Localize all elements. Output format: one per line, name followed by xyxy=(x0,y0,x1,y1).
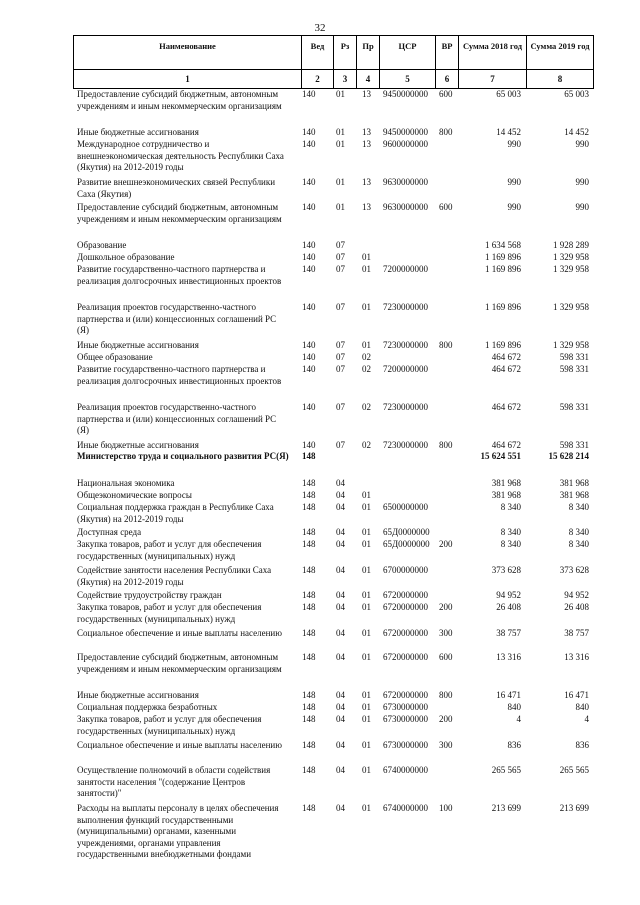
row-csr: 6740000000 xyxy=(383,803,428,813)
header-name: Наименование xyxy=(159,41,216,51)
row-ved: 140 xyxy=(302,402,316,412)
row-pr: 01 xyxy=(362,252,371,262)
row-ved: 148 xyxy=(302,765,316,775)
row-sum-2018: 16 471 xyxy=(496,690,521,700)
row-sum-2019: 213 699 xyxy=(559,803,589,813)
row-sum-2018: 464 672 xyxy=(491,352,521,362)
row-ved: 140 xyxy=(302,440,316,450)
row-ved: 148 xyxy=(302,590,316,600)
header-num-6: 6 xyxy=(444,74,450,84)
row-sum-2019: 990 xyxy=(575,177,589,187)
row-name: Министерство труда и социального развития РС(Я) xyxy=(77,451,289,461)
row-pr: 01 xyxy=(362,502,371,512)
header-name-cell xyxy=(73,36,301,88)
row-name: Общее образование xyxy=(77,352,153,362)
row-csr: 6730000000 xyxy=(383,740,428,750)
row-name: Закупка товаров, работ и услуг для обеспечения государственных (муниципальных) нужд xyxy=(77,539,262,561)
row-csr: 7230000000 xyxy=(383,440,428,450)
row-sum-2018: 8 340 xyxy=(500,502,521,512)
row-csr: 65Д0000000 xyxy=(383,539,430,549)
row-pr: 01 xyxy=(362,302,371,312)
row-ved: 140 xyxy=(302,127,316,137)
header-csr-cell xyxy=(379,36,435,88)
row-sum-2018: 990 xyxy=(507,177,521,187)
header-num-2: 2 xyxy=(315,74,320,84)
row-sum-2019: 598 331 xyxy=(559,364,589,374)
row-name: Развитие государственно-частного партнерства и реализация долгосрочных инвестиционных проектов xyxy=(77,264,282,286)
row-vr: 800 xyxy=(439,690,453,700)
row-sum-2018: 213 699 xyxy=(491,803,521,813)
row-rz: 04 xyxy=(336,765,345,775)
row-name: Развитие внешнеэкономических связей Республики Саха (Якутия) xyxy=(77,177,276,199)
row-ved: 148 xyxy=(302,478,316,488)
row-rz: 01 xyxy=(336,177,345,187)
row-pr: 01 xyxy=(362,590,371,600)
row-sum-2019: 381 968 xyxy=(559,490,589,500)
row-name: Иные бюджетные ассигнования xyxy=(77,690,199,700)
row-rz: 04 xyxy=(336,478,345,488)
header-vr-cell xyxy=(435,36,458,88)
row-sum-2018: 990 xyxy=(507,139,521,149)
header-divider xyxy=(73,69,594,70)
row-ved: 140 xyxy=(302,264,316,274)
row-sum-2019: 13 316 xyxy=(564,652,589,662)
row-rz: 04 xyxy=(336,602,345,612)
row-name: Социальное обеспечение и иные выплаты населению xyxy=(77,628,282,638)
row-name: Предоставление субсидий бюджетным, автономным учреждениям и иным некоммерческим организациям xyxy=(77,202,282,224)
row-name: Международное сотрудничество и внешнеэкономическая деятельность Республики Саха (Якутия) на 2012-2019 годы xyxy=(77,139,284,172)
row-sum-2019: 990 xyxy=(575,202,589,212)
row-pr: 01 xyxy=(362,803,371,813)
header-num-3: 3 xyxy=(342,74,348,84)
row-vr: 600 xyxy=(439,202,453,212)
row-csr: 6720000000 xyxy=(383,690,428,700)
row-name: Осуществление полномочий в области содействия занятости населения "(содержание Центров занятости)" xyxy=(77,765,271,798)
row-sum-2019: 373 628 xyxy=(559,565,589,575)
row-sum-2018: 38 757 xyxy=(496,628,521,638)
row-pr: 02 xyxy=(362,352,371,362)
row-sum-2019: 65 003 xyxy=(564,89,589,99)
row-sum-2019: 598 331 xyxy=(559,352,589,362)
row-name: Закупка товаров, работ и услуг для обеспечения государственных (муниципальных) нужд xyxy=(77,714,262,736)
row-ved: 148 xyxy=(302,602,316,612)
row-rz: 04 xyxy=(336,527,345,537)
row-rz: 07 xyxy=(336,302,345,312)
row-name: Образование xyxy=(77,240,127,250)
row-csr: 9630000000 xyxy=(383,202,428,212)
row-sum-2019: 8 340 xyxy=(568,502,589,512)
row-sum-2018: 1 169 896 xyxy=(485,252,521,262)
row-sum-2018: 4 xyxy=(516,714,521,724)
row-ved: 140 xyxy=(302,202,316,212)
row-ved: 140 xyxy=(302,340,316,350)
row-sum-2019: 94 952 xyxy=(564,590,589,600)
row-csr: 7230000000 xyxy=(383,302,428,312)
row-csr: 6720000000 xyxy=(383,602,428,612)
row-sum-2018: 94 952 xyxy=(496,590,521,600)
row-pr: 02 xyxy=(362,364,371,374)
row-vr: 600 xyxy=(439,89,453,99)
row-rz: 04 xyxy=(336,590,345,600)
row-name: Предоставление субсидий бюджетным, автономным учреждениям и иным некоммерческим организациям xyxy=(77,652,282,674)
row-vr: 100 xyxy=(439,803,453,813)
row-sum-2018: 15 624 551 xyxy=(480,451,521,461)
row-ved: 148 xyxy=(302,502,316,512)
row-ved: 148 xyxy=(302,803,316,813)
row-sum-2018: 1 169 896 xyxy=(485,340,521,350)
row-name: Содействие трудоустройству граждан xyxy=(77,590,222,600)
row-csr: 6730000000 xyxy=(383,714,428,724)
row-sum-2018: 65 003 xyxy=(496,89,521,99)
row-ved: 148 xyxy=(302,690,316,700)
header-sum2018-cell xyxy=(458,36,526,88)
header-num-7: 7 xyxy=(490,74,495,84)
header-ved: Вед xyxy=(310,41,325,51)
row-vr: 300 xyxy=(439,628,453,638)
row-sum-2018: 381 968 xyxy=(491,490,521,500)
header-num-1: 1 xyxy=(185,74,190,84)
row-vr: 800 xyxy=(439,127,453,137)
row-sum-2018: 464 672 xyxy=(491,364,521,374)
row-name: Общеэкономические вопросы xyxy=(77,490,192,500)
row-csr: 9450000000 xyxy=(383,89,428,99)
row-ved: 148 xyxy=(302,565,316,575)
row-csr: 7200000000 xyxy=(383,364,428,374)
row-sum-2019: 265 565 xyxy=(559,765,589,775)
row-rz: 04 xyxy=(336,803,345,813)
row-sum-2018: 990 xyxy=(507,202,521,212)
row-ved: 148 xyxy=(302,714,316,724)
row-rz: 07 xyxy=(336,364,345,374)
row-csr: 6740000000 xyxy=(383,765,428,775)
row-ved: 140 xyxy=(302,364,316,374)
row-sum-2019: 598 331 xyxy=(559,402,589,412)
row-sum-2019: 598 331 xyxy=(559,440,589,450)
row-sum-2019: 16 471 xyxy=(564,690,589,700)
row-sum-2019: 1 329 958 xyxy=(553,252,589,262)
row-rz: 04 xyxy=(336,502,345,512)
header-vr: ВР xyxy=(441,41,453,51)
row-sum-2019: 4 xyxy=(584,714,589,724)
row-sum-2019: 8 340 xyxy=(568,527,589,537)
header-csr: ЦСР xyxy=(398,41,417,51)
header-sum2019: Сумма 2019 год xyxy=(530,41,590,51)
row-sum-2019: 1 928 289 xyxy=(553,240,589,250)
row-vr: 300 xyxy=(439,740,453,750)
row-vr: 800 xyxy=(439,440,453,450)
row-csr: 7230000000 xyxy=(383,340,428,350)
row-pr: 01 xyxy=(362,490,371,500)
row-csr: 7230000000 xyxy=(383,402,428,412)
row-sum-2019: 26 408 xyxy=(564,602,589,612)
row-pr: 01 xyxy=(362,702,371,712)
row-rz: 07 xyxy=(336,240,345,250)
row-name: Развитие государственно-частного партнерства и реализация долгосрочных инвестиционных проектов xyxy=(77,364,282,386)
row-rz: 04 xyxy=(336,740,345,750)
row-sum-2018: 464 672 xyxy=(491,402,521,412)
row-pr: 01 xyxy=(362,539,371,549)
row-csr: 9450000000 xyxy=(383,127,428,137)
row-name: Национальная экономика xyxy=(77,478,175,488)
row-csr: 6500000000 xyxy=(383,502,428,512)
row-ved: 148 xyxy=(302,740,316,750)
page-number: 32 xyxy=(314,22,326,34)
row-pr: 01 xyxy=(362,340,371,350)
header-ved-cell xyxy=(301,36,333,88)
row-vr: 600 xyxy=(439,652,453,662)
row-sum-2019: 8 340 xyxy=(568,539,589,549)
row-sum-2018: 840 xyxy=(507,702,521,712)
row-sum-2018: 464 672 xyxy=(491,440,521,450)
row-csr: 6720000000 xyxy=(383,628,428,638)
row-rz: 01 xyxy=(336,202,345,212)
row-rz: 07 xyxy=(336,340,345,350)
row-rz: 04 xyxy=(336,702,345,712)
row-sum-2018: 265 565 xyxy=(491,765,521,775)
row-rz: 04 xyxy=(336,652,345,662)
row-sum-2018: 13 316 xyxy=(496,652,521,662)
row-name: Расходы на выплаты персоналу в целях обеспечения выполнения функций государственными (муниципальными) органами, казенными учреждениями, органами управления государственными внебюджетными фондами xyxy=(77,803,279,859)
row-rz: 04 xyxy=(336,539,345,549)
row-vr: 200 xyxy=(439,602,453,612)
row-ved: 140 xyxy=(302,89,316,99)
row-csr: 9600000000 xyxy=(383,139,428,149)
row-name: Предоставление субсидий бюджетным, автономным учреждениям и иным некоммерческим организациям xyxy=(77,89,282,111)
row-sum-2018: 1 634 568 xyxy=(485,240,521,250)
row-pr: 01 xyxy=(362,527,371,537)
row-pr: 01 xyxy=(362,565,371,575)
row-pr: 01 xyxy=(362,740,371,750)
row-csr: 7200000000 xyxy=(383,264,428,274)
row-ved: 140 xyxy=(302,139,316,149)
row-ved: 148 xyxy=(302,527,316,537)
row-ved: 148 xyxy=(302,628,316,638)
header-sum2018: Сумма 2018 год xyxy=(462,41,523,51)
header-sum2019-cell xyxy=(526,36,594,88)
row-sum-2018: 1 169 896 xyxy=(485,302,521,312)
row-csr: 6730000000 xyxy=(383,702,428,712)
row-sum-2019: 1 329 958 xyxy=(553,340,589,350)
header-pr-cell xyxy=(356,36,379,88)
row-sum-2018: 8 340 xyxy=(500,527,521,537)
header-num-5: 5 xyxy=(405,74,410,84)
row-sum-2019: 840 xyxy=(575,702,589,712)
row-pr: 01 xyxy=(362,264,371,274)
row-sum-2018: 26 408 xyxy=(496,602,521,612)
row-sum-2019: 381 968 xyxy=(559,478,589,488)
row-name: Доступная среда xyxy=(77,527,142,537)
row-sum-2018: 1 169 896 xyxy=(485,264,521,274)
row-pr: 13 xyxy=(362,202,371,212)
row-sum-2019: 15 628 214 xyxy=(548,451,589,461)
row-rz: 01 xyxy=(336,89,345,99)
row-ved: 140 xyxy=(302,252,316,262)
row-pr: 01 xyxy=(362,690,371,700)
row-vr: 800 xyxy=(439,340,453,350)
row-name: Иные бюджетные ассигнования xyxy=(77,440,199,450)
row-rz: 07 xyxy=(336,352,345,362)
header-rz-cell xyxy=(333,36,356,88)
header-pr: Пр xyxy=(362,41,374,51)
header-rz: Рз xyxy=(340,41,350,51)
table-header xyxy=(73,35,594,89)
row-rz: 04 xyxy=(336,490,345,500)
row-name: Реализация проектов государственно-частного партнерства и (или) концессионных соглашений РС (Я) xyxy=(77,302,277,335)
row-csr: 6720000000 xyxy=(383,590,428,600)
row-csr: 65Д0000000 xyxy=(383,527,430,537)
row-rz: 07 xyxy=(336,264,345,274)
row-pr: 01 xyxy=(362,602,371,612)
row-sum-2018: 8 340 xyxy=(500,539,521,549)
row-ved: 140 xyxy=(302,352,316,362)
row-rz: 07 xyxy=(336,252,345,262)
row-ved: 140 xyxy=(302,302,316,312)
row-sum-2019: 38 757 xyxy=(564,628,589,638)
row-name: Иные бюджетные ассигнования xyxy=(77,127,199,137)
row-name: Закупка товаров, работ и услуг для обеспечения государственных (муниципальных) нужд xyxy=(77,602,262,624)
row-rz: 04 xyxy=(336,690,345,700)
row-ved: 148 xyxy=(302,539,316,549)
row-csr: 6720000000 xyxy=(383,652,428,662)
row-rz: 04 xyxy=(336,628,345,638)
row-pr: 13 xyxy=(362,177,371,187)
row-rz: 04 xyxy=(336,714,345,724)
row-sum-2018: 836 xyxy=(507,740,521,750)
header-num-8: 8 xyxy=(557,74,563,84)
row-sum-2019: 1 329 958 xyxy=(553,302,589,312)
header-num-4: 4 xyxy=(365,74,371,84)
row-pr: 13 xyxy=(362,139,371,149)
row-pr: 02 xyxy=(362,440,371,450)
row-rz: 07 xyxy=(336,402,345,412)
row-sum-2019: 836 xyxy=(575,740,589,750)
row-name: Социальное обеспечение и иные выплаты населению xyxy=(77,740,282,750)
row-ved: 148 xyxy=(302,451,316,461)
row-rz: 01 xyxy=(336,127,345,137)
row-pr: 01 xyxy=(362,652,371,662)
row-sum-2019: 14 452 xyxy=(564,127,589,137)
row-pr: 13 xyxy=(362,89,371,99)
row-sum-2018: 373 628 xyxy=(491,565,521,575)
row-name: Иные бюджетные ассигнования xyxy=(77,340,199,350)
row-name: Социальная поддержка безработных xyxy=(77,702,218,712)
row-name: Реализация проектов государственно-частного партнерства и (или) концессионных соглашений РС (Я) xyxy=(77,402,277,435)
row-name: Содействие занятости населения Республики Саха (Якутия) на 2012-2019 годы xyxy=(77,565,272,587)
row-rz: 07 xyxy=(336,440,345,450)
row-sum-2019: 990 xyxy=(575,139,589,149)
row-ved: 148 xyxy=(302,702,316,712)
row-sum-2019: 1 329 958 xyxy=(553,264,589,274)
row-sum-2018: 381 968 xyxy=(491,478,521,488)
row-pr: 01 xyxy=(362,765,371,775)
row-rz: 04 xyxy=(336,565,345,575)
row-sum-2018: 14 452 xyxy=(496,127,521,137)
row-csr: 9630000000 xyxy=(383,177,428,187)
row-name: Дошкольное образование xyxy=(77,252,175,262)
row-pr: 02 xyxy=(362,402,371,412)
row-ved: 148 xyxy=(302,652,316,662)
row-pr: 01 xyxy=(362,628,371,638)
row-name: Социальная поддержка граждан в Республике Саха (Якутия) на 2012-2019 годы xyxy=(77,502,274,524)
row-rz: 01 xyxy=(336,139,345,149)
row-csr: 6700000000 xyxy=(383,565,428,575)
row-vr: 200 xyxy=(439,539,453,549)
row-pr: 13 xyxy=(362,127,371,137)
row-ved: 140 xyxy=(302,177,316,187)
row-pr: 01 xyxy=(362,714,371,724)
row-ved: 148 xyxy=(302,490,316,500)
row-vr: 200 xyxy=(439,714,453,724)
row-ved: 140 xyxy=(302,240,316,250)
